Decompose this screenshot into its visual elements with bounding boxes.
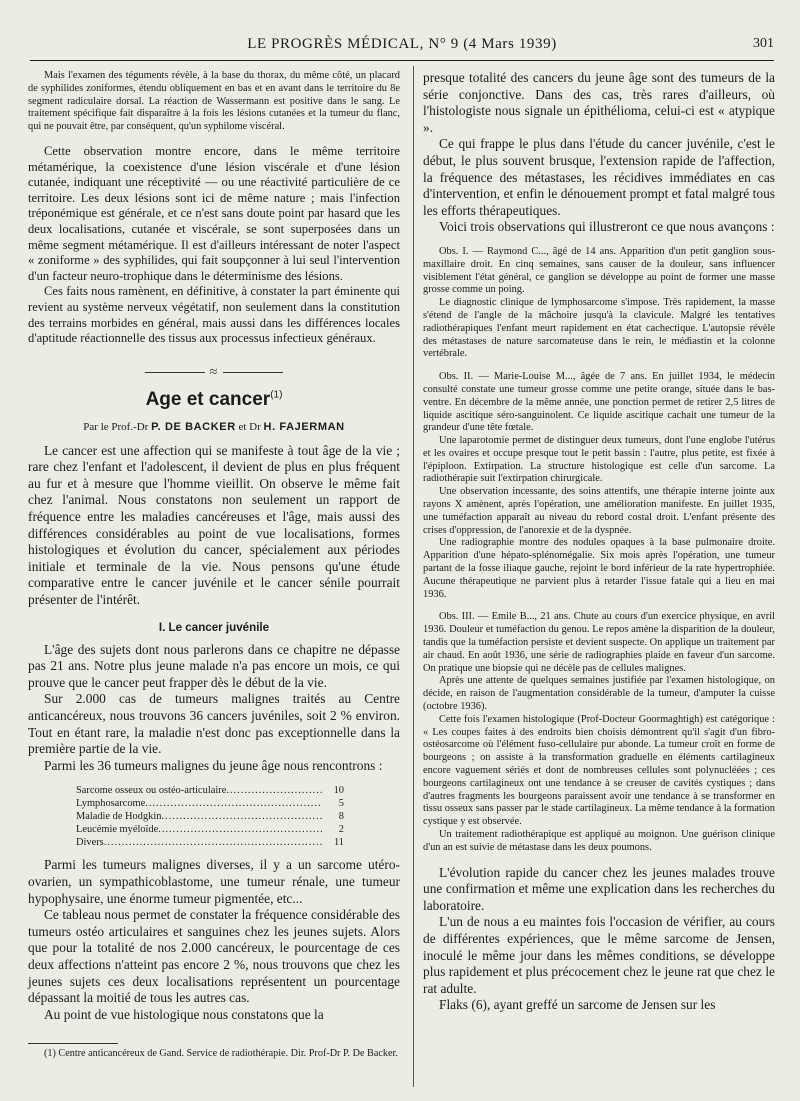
table-row: Maladie de Hodgkin ..... 8 bbox=[76, 810, 344, 823]
observation: Le diagnostic clinique de lymphosarcome s'impose. Très rapidement, la masse s'étend de l'angle de la mâchoire jusqu'à la clavicule. Malgré les tentatives radiothérapiques l'enfant meurt rapidement en état cachectique. L'autopsie révèle des métastases de nature sarcomateuse dans le rein, le médiastin et la colonne vertébrale. bbox=[423, 297, 775, 360]
paragraph: L'un de nous a eu maintes fois l'occasion de vérifier, au cours de différentes expériences, que le même sarcome de Jensen, inoculé le même jour dans les mêmes conditions, se développe plus rapidement et plus précocement chez le jeune rat que chez le rat adulte. bbox=[423, 914, 775, 996]
observation: Cette fois l'examen histologique (Prof-Docteur Goormaghtigh) est catégorique : « Les coupes faites à des endroits bien choisis démontrent qu'il s'agit d'un fibro-ostéosarcome où l'élément fuso-cellulaire pur abonde. La tumeur croît en forme de bourgeons ; on assiste à la transformation graduelle en éléments cartilagineux encore vaguement sériés et dont de nombreuses cellules sont polynucléées ; ces bourgeons cartilagineux ont une tendance à se creuser de cavités cystiques ; dans d'autres fragments les bourgeons paraissent avoir une tendance à se transformer en tissu osseux sans passer par le stade cartilagineux. La même tendance à la formation cystique y est observée. bbox=[423, 713, 775, 828]
column-divider bbox=[413, 66, 414, 1087]
observation: Une radiographie montre des nodules opaques à la base pulmonaire droite. Apparition d'une hépato-splénomégalie. Six mois après l'opération, une tumeur partant de la fosse iliaque gauche, rejoint le bord inférieur de la rate hypertrophiée. Aucune thérapeutique ne parvient plus à retarder l'issue fatale qui a lieu en mai 1936. bbox=[423, 537, 775, 600]
footnote-rule bbox=[28, 1043, 118, 1044]
tumor-table bbox=[76, 784, 344, 849]
table-row: Leucémie myéloïde ..... 2 bbox=[76, 823, 344, 836]
paragraph: Parmi les 36 tumeurs malignes du jeune âge nous rencontrons : bbox=[44, 757, 383, 773]
title-footnote-mark: (1) bbox=[270, 389, 283, 401]
byline: Par le Prof.-Dr P. DE BACKER et Dr H. FAJERMAN bbox=[83, 420, 345, 433]
paragraph: Cette observation montre encore, dans le même territoire métamérique, la coexistence d'une lésion viscérale et d'une lésion cutanée, indiquant une réceptivité — ou une réactivité particulière de ce territoire. Les deux lésions sont ici de même nature ; mais l'infection tréponémique est générale, et ce n'est sans doute point par hasard que les deux localisations, cutanée et viscérale, se sont superposées dans un même segment métamérique. Il est d'ailleurs intéressant de noter l'aspect « zoniforme » des syphilides, qui fait soupçonner à lui seul l'intervention d'un facteur neuro-trophique dans le déterminisme des lésions. bbox=[28, 143, 400, 283]
paragraph: Le cancer est une affection qui se manifeste à tout âge de la vie ; rare chez l'enfant et l'adolescent, il devient de plus en plus fréquent au fur et à mesure que l'homme vieillit. On observe le même fait chez l'animal. Nous constatons non seulement un rapport de fréquence entre les maladies cancéreuses et l'âge, mais aussi des différences considérables au point de vue localisations, formes histologiques et évolution du cancer, spécialement aux périodes initiale et terminale de la vie. Nous pensons qu'une étude comparative entre le cancer juvénile et le cancer sénile pourrait présenter de l'intérêt. bbox=[28, 442, 400, 608]
paragraph: L'évolution rapide du cancer chez les jeunes malades trouve une confirmation et même une explication dans les recherches du laboratoire. bbox=[423, 864, 775, 913]
observation: Obs. I. — Raymond C..., âgé de 14 ans. Apparition d'un petit ganglion sous-maxillaire droit. En cinq semaines, sans causer de la douleur, sans influencer visiblement l'état général, ce ganglion se développe au point de former une masse grosse comme un poing. bbox=[423, 245, 775, 296]
footnote: (1) Centre anticancéreux de Gand. Service de radiothérapie. Dir. Prof-Dr P. De Backer. bbox=[44, 1048, 398, 1060]
paragraph: Sur 2.000 cas de tumeurs malignes traités au Centre anticancéreux, nous trouvons 36 cancers juvéniles, soit 2 % environ. Tout en étant rare, la maladie n'est donc pas exceptionnelle dans la première partie de la vie. bbox=[28, 691, 400, 757]
author-name: H. FAJERMAN bbox=[263, 420, 345, 433]
header-rule bbox=[30, 60, 774, 61]
author-name: P. DE BACKER bbox=[151, 420, 236, 433]
observation: Une laparotomie permet de distinguer deux tumeurs, dont l'une englobe l'utérus et les ovaires et occupe presque tout le petit bassin : l'autre, plus petite, est fixée à l'épiploon. Extirpation. La structure histologique est celle d'un sarcome. La radiothérapie suit l'extirpation chirurgicale. bbox=[423, 435, 775, 485]
left-column bbox=[28, 70, 400, 1061]
journal-title: LE PROGRÈS MÉDICAL, N° 9 (4 Mars 1939) bbox=[247, 36, 557, 52]
right-column bbox=[423, 70, 775, 1014]
article-title-text: Age et cancer bbox=[145, 388, 271, 410]
observation: Obs. II. — Marie-Louise M..., âgée de 7 ans. En juillet 1934, le médecin consulté constate une tumeur grosse comme une petite orange, située dans le bas-ventre. En décembre de la même année, une ponction permet de retirer 2,5 litres de liquide ascitique séro-sanguinolent. Ce liquide ascitique cachait une tumeur de la grandeur d'une tête fœtale. bbox=[423, 371, 775, 434]
table-row: Sarcome osseux ou ostéo-articulaire ..... 10 bbox=[76, 784, 344, 797]
ornament-glyph: ≈ bbox=[209, 364, 219, 380]
case-continuation: Mais l'examen des téguments révèle, à la base du thorax, du même côté, un placard de syphilides zoniformes, étendu obliquement en bas et en avant dans le territoire du 8e segment radiculaire dorsal. La réaction de Wassermann est positive dans le sang. Le traitement spécifique fait disparaître à la fois les lésions cutanées et la tumeur du flanc, qui ne pouvait être, par conséquent, qu'un syphilome viscéral. bbox=[28, 70, 400, 133]
paragraph: Au point de vue histologique nous constatons que la bbox=[44, 1006, 324, 1022]
observation: Obs. III. — Emile B..., 21 ans. Chute au cours d'un exercice physique, en avril 1936. Douleur et tuméfaction du genou. Le repos amène la disparition de la douleur, tandis que la tuméfaction persiste et devient suspecte. On applique un traitement par air chaud. En août 1936, une série de radiographies plaide en faveur d'un sarcome. On pratique une biopsie qui ne décèle pas de cellules malignes. bbox=[423, 611, 775, 674]
observation: Une observation incessante, des soins attentifs, une thérapie interne jointe aux rayons X amènent, après l'opération, une amélioration manifeste. En juillet 1935, une tuméfaction apparaît au niveau du rebord costal droit. L'enfant présente des crises d'oppression, de l'anorexie et de la dyspnée. bbox=[423, 486, 775, 536]
section-ornament bbox=[28, 365, 400, 381]
observation: Un traitement radiothérapique est appliqué au moignon. Une guérison clinique d'un an est suivie de métastase dans les deux poumons. bbox=[423, 829, 775, 853]
paragraph: Voici trois observations qui illustreront ce que nous avançons : bbox=[439, 219, 775, 235]
running-head bbox=[30, 36, 774, 58]
paragraph: Ce tableau nous permet de constater la fréquence considérable des tumeurs ostéo articulaires et sanguines chez les jeunes sujets. Alors que pour la totalité de nos 2.000 cancéreux, le pourcentage de ces deux affections n'atteint pas encore 2 %, nous trouvons que chez les jeunes sujets ces deux localisations représentent un pourcentage dépassant la moitié de tous les autres cas. bbox=[28, 907, 400, 1006]
page-number: 301 bbox=[753, 36, 774, 51]
paragraph: Ce qui frappe le plus dans l'étude du cancer juvénile, c'est le début, le plus souvent brusque, l'extension rapide de l'affection, la fréquence des métastases, les récidives immédiates en cas d'intervention, et enfin le dénouement prompt et fatal malgré tous les efforts thérapeutiques. bbox=[423, 136, 775, 218]
paragraph: Ces faits nous ramènent, en définitive, à constater la part éminente qui revient au système nerveux végétatif, non seulement dans la constitution des terrains morbides en général, mais aussi dans les différences locales d'aptitude réactionnelle des tissus aux processus infectieux généraux. bbox=[28, 284, 400, 346]
paragraph: presque totalité des cancers du jeune âge sont des tumeurs de la série conjonctive. Dans des cas, très rares d'ailleurs, où l'histologiste nous signale un épithélioma, celui-ci est « atypique ». bbox=[423, 70, 775, 135]
article-title bbox=[28, 389, 400, 411]
paragraph: Parmi les tumeurs malignes diverses, il y a un sarcome utéro-ovarien, un sympathicoblastome, une tumeur rénale, une tumeur hypophysaire, une énorme tumeur pigmentée, etc... bbox=[28, 857, 400, 906]
paragraph: Flaks (6), ayant greffé un sarcome de Jensen sur les bbox=[439, 997, 716, 1013]
paragraph: L'âge des sujets dont nous parlerons dans ce chapitre ne dépasse pas 21 ans. Notre plus jeune malade n'a pas encore un mois, ce qui prouve que le cancer peut frapper dès le début de la vie. bbox=[28, 641, 400, 690]
table-row: Divers ..... 11 bbox=[76, 836, 344, 849]
section-heading: I. Le cancer juvénile bbox=[158, 620, 270, 634]
observation: Après une attente de quelques semaines justifiée par l'examen histologique, on décide, en raison de l'augmentation considérable de la tumeur, d'amputer la cuisse (octobre 1936). bbox=[423, 675, 775, 713]
table-row: Lymphosarcome ..... 5 bbox=[76, 797, 344, 810]
